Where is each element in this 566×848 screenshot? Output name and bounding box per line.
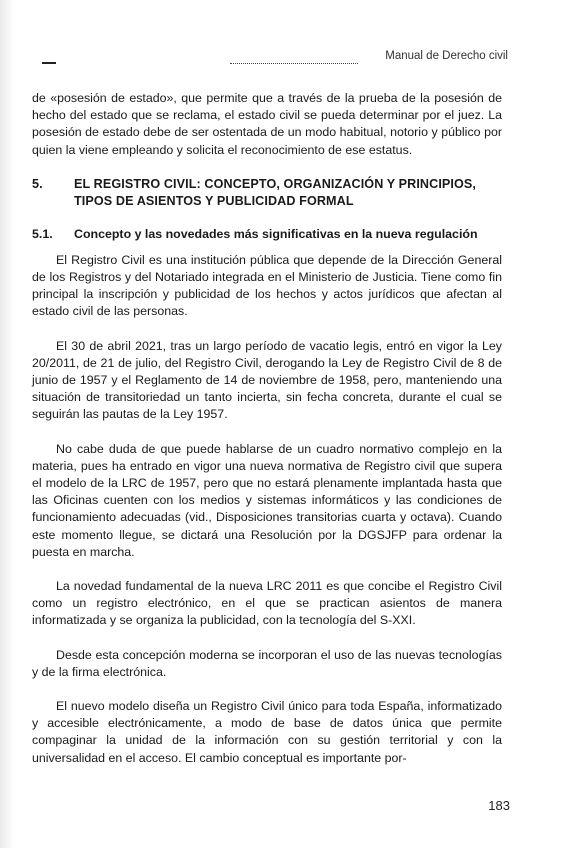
subsection-number: 5.1.: [32, 226, 53, 241]
body-paragraph-3: No cabe duda de que puede hablarse de un cuadro normativo complejo en la materia, pues ha entrado en vigor una nueva normativa de Registro civil que supera el modelo de la LRC de 1957, pero que no estará plenamente implantada hasta que las Oficinas cuenten con los medios y sistemas informáticos y las condiciones de funcionamiento adecuadas (vid., Disposiciones transitorias cuarta y octava). Cuando este momento llegue, se dictará una Resolución por la DGSJFP para ordenar la puesta en marcha.: [32, 441, 502, 559]
header-leader-dots: [230, 63, 358, 64]
section-number: 5.: [32, 176, 43, 191]
page-number: 183: [488, 798, 510, 813]
subsection-heading: [32, 226, 502, 243]
section-title: EL REGISTRO CIVIL: CONCEPTO, ORGANIZACIÓN Y PRINCIPIOS, TIPOS DE ASIENTOS Y PUBLICIDAD FORMAL: [74, 176, 477, 208]
running-title: Manual de Derecho civil: [385, 50, 508, 62]
continued-paragraph: de «posesión de estado», que permite que a través de la prueba de la posesión de hecho del estado que se reclama, el estado civil se pueda determinar por el juez. La posesión de estado debe de ser ostentada de un modo habitual, notorio y público por quien la viene empleando y solicita el reconocimiento de ese estatus.: [32, 91, 502, 157]
subsection-title: Concepto y las novedades más significativas en la nueva regulación: [74, 226, 478, 241]
running-header: [42, 48, 508, 72]
body-paragraph-5: Desde esta concepción moderna se incorporan el uso de las nuevas tecnologías y de la firma electrónica.: [32, 647, 502, 679]
page-edge-shadow: [0, 0, 14, 848]
section-heading: [32, 176, 502, 210]
body-paragraph-1: El Registro Civil es una institución pública que depende de la Dirección General de los Registros y del Notariado integrada en el Ministerio de Justicia. Tiene como fin principal la inscripción y publicidad de los hechos y actos jurídicos que afectan al estado civil de las personas.: [32, 252, 502, 319]
body-paragraph-2: El 30 de abril 2021, tras un largo período de vacatio legis, entró en vigor la Ley 20/2011, de 21 de julio, del Registro Civil, derogando la Ley de Registro Civil de 8 de junio de 1957 y el Reglamento de 14 de noviembre de 1958, pero, manteniendo una situación de transitoriedad un tanto incierta, sin fecha concreta, durante el cual se seguirán las pautas de la Ley 1957.: [32, 338, 502, 422]
body-paragraph-6: El nuevo modelo diseña un Registro Civil único para toda España, informatizado y accesible electrónicamente, a modo de base de datos única que permite compaginar la unidad de la información con su gestión territorial y con la universalidad en el acceso. El cambio conceptual es importante por-: [32, 699, 502, 765]
header-dash: [42, 62, 56, 64]
body-paragraph-4: La novedad fundamental de la nueva LRC 2011 es que concibe el Registro Civil como un registro electrónico, en el que se practican asientos de manera informatizada y se organiza la publicidad, con la tecnología del S-XXI.: [32, 579, 502, 628]
page-body: [32, 90, 502, 784]
